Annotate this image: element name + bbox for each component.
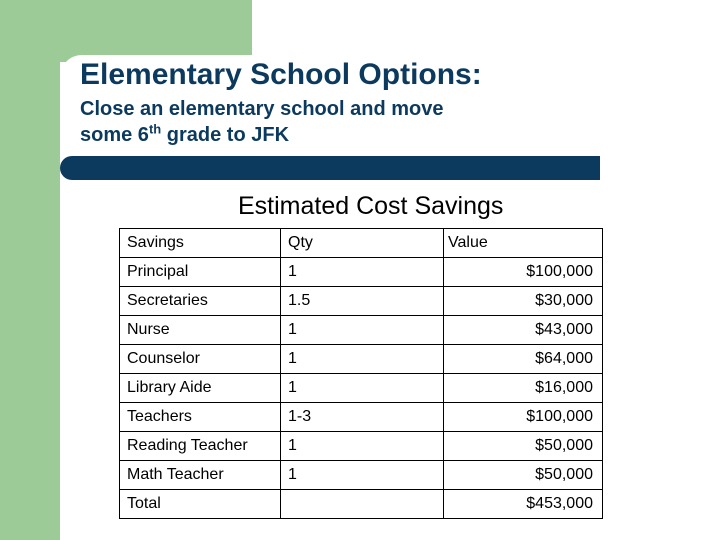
table-row <box>120 316 603 345</box>
table-row <box>120 432 603 461</box>
value-cell: $50,000 <box>444 461 603 490</box>
left-accent-band <box>0 0 60 540</box>
qty-cell: 1 <box>281 461 444 490</box>
header-value-label: Value <box>448 234 488 251</box>
slide-subtitle <box>80 96 443 148</box>
qty-cell: 1 <box>281 345 444 374</box>
qty-cell: 1 <box>281 374 444 403</box>
cost-savings-table <box>119 228 603 519</box>
total-label-cell: Total <box>120 490 281 519</box>
savings-cell: Counselor <box>120 345 281 374</box>
savings-cell: Nurse <box>120 316 281 345</box>
savings-cell: Library Aide <box>120 374 281 403</box>
subtitle-line-2-end: grade to JFK <box>161 124 290 146</box>
qty-cell: 1 <box>281 258 444 287</box>
top-accent-band <box>60 0 252 62</box>
table-row <box>120 403 603 432</box>
slide-title: Elementary School Options: <box>80 58 482 91</box>
savings-cell: Secretaries <box>120 287 281 316</box>
qty-cell: 1.5 <box>281 287 444 316</box>
savings-cell: Teachers <box>120 403 281 432</box>
table-row <box>120 287 603 316</box>
header-value <box>444 229 603 258</box>
value-cell: $43,000 <box>444 316 603 345</box>
value-cell: $50,000 <box>444 432 603 461</box>
table-title: Estimated Cost Savings <box>238 192 504 220</box>
value-cell: $30,000 <box>444 287 603 316</box>
table-total-row <box>120 490 603 519</box>
header-qty-label: Qty <box>288 234 313 251</box>
ordinal-suffix: th <box>148 121 162 137</box>
qty-cell: 1 <box>281 432 444 461</box>
total-qty-cell <box>281 490 444 519</box>
subtitle-line-2-start: some 6 <box>80 124 149 146</box>
table-row <box>120 461 603 490</box>
value-cell: $64,000 <box>444 345 603 374</box>
header-savings: Savings <box>120 229 281 258</box>
value-cell: $100,000 <box>444 403 603 432</box>
savings-cell: Principal <box>120 258 281 287</box>
table-row <box>120 345 603 374</box>
value-cell: $100,000 <box>444 258 603 287</box>
savings-cell: Math Teacher <box>120 461 281 490</box>
value-cell: $16,000 <box>444 374 603 403</box>
table-header-row <box>120 229 603 258</box>
subtitle-line-1: Close an elementary school and move <box>80 98 444 120</box>
savings-cell: Reading Teacher <box>120 432 281 461</box>
subtitle-line-2 <box>80 122 443 148</box>
qty-cell: 1 <box>281 316 444 345</box>
title-divider-bar <box>60 156 600 180</box>
table-row <box>120 258 603 287</box>
header-qty <box>281 229 444 258</box>
total-value-cell: $453,000 <box>444 490 603 519</box>
qty-cell: 1-3 <box>281 403 444 432</box>
table-row <box>120 374 603 403</box>
